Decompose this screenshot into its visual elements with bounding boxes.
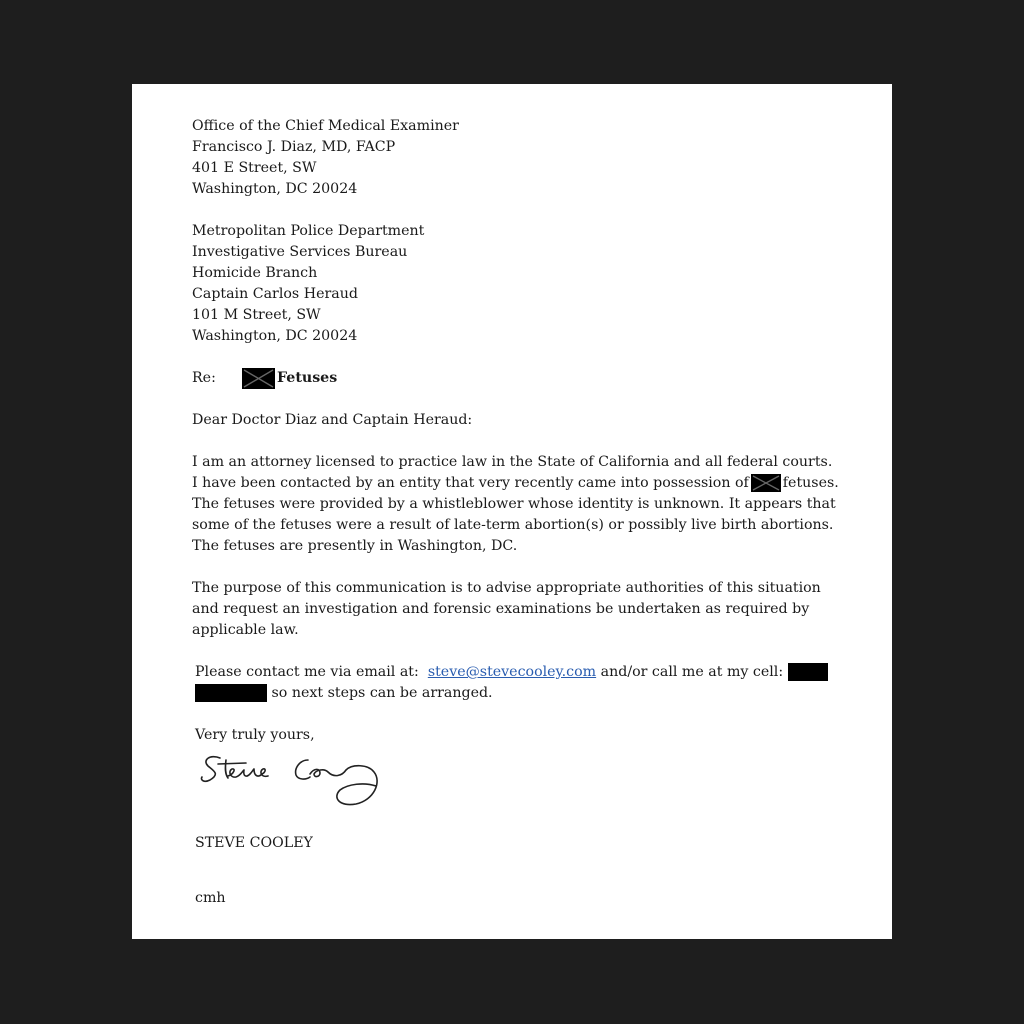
recipient-line: Investigative Services Bureau [192,244,408,260]
recipient-address-block [192,221,842,347]
recipient-line: 101 M Street, SW [192,307,321,323]
body-paragraph-2: The purpose of this communication is to advise appropriate authorities of this situation and request an investigation and forensic examinations be undertaken as required by applicable law. [192,580,821,638]
recipient-line: Washington, DC 20024 [192,328,358,344]
contact-paragraph [192,662,842,704]
closing: Very truly yours, [195,727,315,743]
para1-text-start: I am an attorney licensed to practice law in the State of California and all federal courts. I have been contacted by an entity that very recently came into possession of [192,454,833,491]
redaction-bar [788,663,828,681]
sender-address-block [192,116,842,200]
letter-page [132,84,892,939]
para1-text-end: fetuses. The fetuses were provided by a whistleblower whose identity is unknown. It appears that some of the fetuses were a result of late-term abortion(s) or possibly live birth abortions. The fetuses are presently in Washington, DC. [192,475,839,554]
redaction-box [751,474,781,492]
sender-line: Washington, DC 20024 [192,181,358,197]
contact-suffix: so next steps can be arranged. [271,685,493,701]
body-paragraph-1 [192,452,842,557]
sender-line: Francisco J. Diaz, MD, FACP [192,139,396,155]
redaction-bar [195,684,267,702]
redaction-box [242,368,275,389]
contact-middle: and/or call me at my cell: [600,664,784,680]
handwritten-signature [196,750,842,819]
sender-line: 401 E Street, SW [192,160,317,176]
subject-line [192,368,842,389]
recipient-line: Metropolitan Police Department [192,223,425,239]
signer-name: STEVE COOLEY [195,835,313,851]
contact-prefix: Please contact me via email at: [195,664,419,680]
typist-initials: cmh [195,890,226,906]
sender-line: Office of the Chief Medical Examiner [192,118,459,134]
subject-text: Fetuses [277,370,338,386]
re-label: Re: [192,370,216,386]
recipient-line: Captain Carlos Heraud [192,286,358,302]
recipient-line: Homicide Branch [192,265,318,281]
email-link[interactable]: steve@stevecooley.com [427,664,597,680]
salutation: Dear Doctor Diaz and Captain Heraud: [192,412,473,428]
